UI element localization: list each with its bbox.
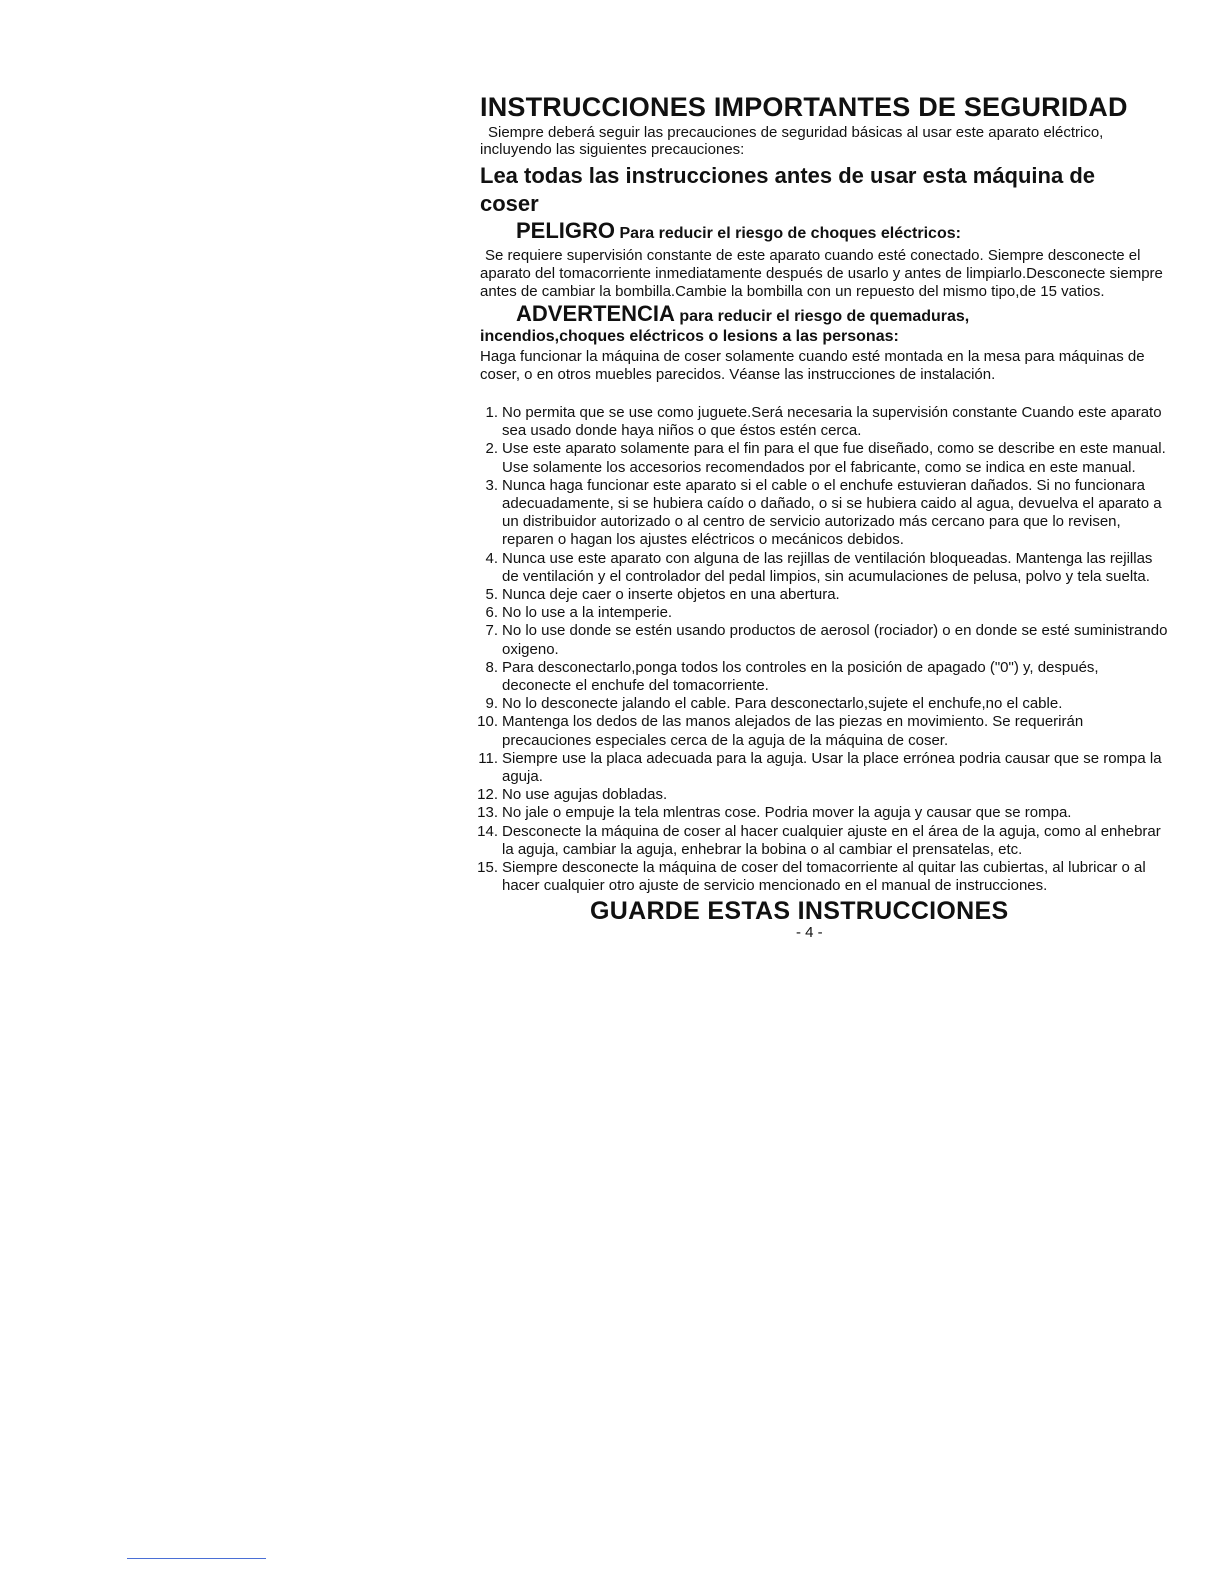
list-item-number: 3. (485, 476, 498, 494)
list-item (480, 750, 1170, 786)
page-number: - 4 - (796, 924, 823, 942)
intro-paragraph: Siempre deberá seguir las precauciones de seguridad básicas al usar este aparato eléctrico, incluyendo las siguientes precauciones: (480, 124, 1104, 158)
list-item (480, 477, 1170, 550)
list-item-text: Nunca haga funcionar este aparato si el cable o el enchufe estuvieran dañados. Si no funcionara adecuadamente, si se hubiera caído o dañado, o si se hubiera caido al agua, devuelva el aparato a un distribuidor autorizado o al centro de servicio autorizado más cercano para que lo revisen, reparen o hagan los ajustes eléctricos o mecánicos debidos. (502, 476, 1162, 549)
list-item-number: 11. (478, 749, 498, 767)
list-item-number: 5. (485, 586, 498, 604)
list-item-number: 9. (485, 695, 498, 713)
list-item-number: 7. (485, 622, 498, 640)
list-item-number: 2. (485, 440, 498, 458)
list-item-text: No use agujas dobladas. (502, 786, 668, 804)
list-item-number: 13. (477, 804, 498, 822)
advertencia-heading-continued: incendios,choques eléctricos o lesions a las personas: (480, 328, 899, 345)
list-item (477, 786, 1170, 804)
advertencia-label: ADVERTENCIA (516, 301, 675, 326)
advertencia-paragraph: Haga funcionar la máquina de coser solamente cuando esté montada en la mesa para máquinas de coser, o en otros muebles parecidos. Véanse las instrucciones de instalación. (480, 348, 1145, 383)
list-item-text: Nunca deje caer o inserte objetos en una abertura. (502, 586, 840, 604)
list-item-text: No jale o empuje la tela mlentras cose. Podria mover la aguja y causar que se rompa. (502, 804, 1072, 822)
peligro-heading (480, 220, 1170, 245)
peligro-paragraph: Se requiere supervisión constante de este aparato cuando esté conectado. Siempre desconecte el aparato del tomacorriente inmediatamente después de usarlo y antes de limpiarlo.Desconecte siempre antes de cambiar la bombilla.Cambie la bombilla con un repuesto del mismo tipo,de 15 vatios. (480, 247, 1163, 300)
safety-rules-list (477, 404, 1170, 895)
list-item-text: No lo use donde se estén usando productos de aerosol (rociador) o en donde se esté suministrando oxigeno. (502, 622, 1168, 658)
list-item (480, 440, 1170, 476)
list-item-text: Siempre use la placa adecuada para la aguja. Usar la place errónea podria causar que se rompa la aguja. (502, 749, 1162, 786)
list-item-text: Para desconectarlo,ponga todos los controles en la posición de apagado ("0") y, después, deconecte el enchufe del tomacorriente. (502, 658, 1099, 695)
list-item (477, 822, 1170, 859)
list-item (480, 695, 1170, 713)
list-item-number: 12. (477, 786, 498, 804)
list-item (477, 713, 1170, 749)
list-item (477, 859, 1170, 895)
peligro-label: PELIGRO (516, 218, 616, 243)
advertencia-heading (480, 303, 1170, 328)
list-item-number: 8. (485, 658, 498, 676)
list-item-text: Nunca use este aparato con alguna de las rejillas de ventilación bloqueadas. Mantenga las rejillas de ventilación y el controlador del pedal limpios, sin acumulaciones de pelusa, polvo y tela suelta. (502, 549, 1153, 585)
list-item-text: Siempre desconecte la máquina de coser del tomacorriente al quitar las cubiertas, al lubricar o al hacer cualquier otro ajuste de servicio mencionado en el manual de instrucciones. (502, 859, 1146, 895)
list-item-number: 4. (485, 549, 498, 567)
list-item-text: Desconecte la máquina de coser al hacer cualquier ajuste en el área de la aguja, como al enhebrar la aguja, cambiar la aguja, enhebrar la bobina o al cambiar el prensatelas, etc. (502, 822, 1161, 858)
list-item-text: No lo desconecte jalando el cable. Para desconectarlo,sujete el enchufe,no el cable. (502, 695, 1063, 713)
list-item (480, 659, 1170, 695)
list-item-number: 6. (485, 604, 498, 622)
document-page (477, 92, 1170, 942)
list-item-number: 14. (477, 822, 498, 840)
list-item-text: No lo use a la intemperie. (502, 604, 673, 622)
list-item (480, 622, 1170, 658)
save-instructions-heading: GUARDE ESTAS INSTRUCCIONES (590, 897, 1009, 926)
list-item-number: 1. (485, 404, 498, 421)
list-item (480, 404, 1170, 440)
list-item (477, 804, 1170, 822)
list-item-text: Mantenga los dedos de las manos alejados de las piezas en movimiento. Se requerirán precauciones especiales cerca de la aguja de la máquina de coser. (502, 713, 1084, 749)
list-item-number: 15. (477, 859, 498, 877)
list-item (480, 550, 1170, 586)
list-item (480, 586, 1170, 604)
page-title: INSTRUCCIONES IMPORTANTES DE SEGURIDAD (480, 92, 1128, 122)
scan-edge-line (127, 1558, 266, 1559)
list-item-text: No permita que se use como juguete.Será necesaria la supervisión constante Cuando este aparato sea usado donde haya niños o que éstos estén cerca. (502, 404, 1162, 440)
advertencia-heading-text: para reducir el riesgo de quemaduras, (679, 308, 970, 325)
list-item-text: Use este aparato solamente para el fin para el que fue diseñado, como se describe en este manual. Use solamente los accesorios recomendados por el fabricante, como se indica en este manual. (502, 440, 1166, 476)
list-item-number: 10. (477, 713, 498, 731)
list-item (480, 604, 1170, 622)
peligro-heading-text: Para reducir el riesgo de choques eléctricos: (619, 225, 961, 242)
read-instructions-heading: Lea todas las instrucciones antes de usar esta máquina de coser (480, 163, 1096, 216)
